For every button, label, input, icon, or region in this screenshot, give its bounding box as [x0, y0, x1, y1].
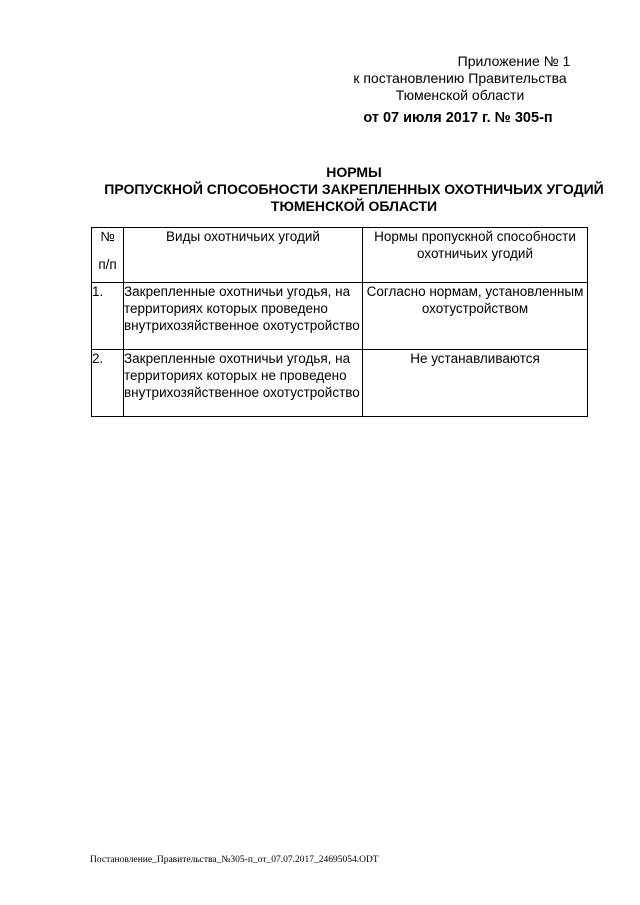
row-1-type: Закрепленные охотничьи угодья, на территориях которых проведено внутрихозяйственное охотустройство [124, 283, 363, 350]
footer-filename: Постановление_Правительства_№305-п_от_07.07.2017_24695054.ODT [90, 855, 379, 865]
header-num [92, 228, 124, 283]
table-header-row [92, 228, 588, 283]
title-line-1: НОРМЫ [326, 164, 382, 180]
norms-table [91, 227, 588, 417]
row-2-norm: Не устанавливаются [363, 350, 588, 417]
appendix-region: Тюменской области [395, 87, 525, 103]
appendix-block [328, 53, 588, 127]
table-row [92, 350, 588, 417]
document-title [78, 164, 630, 215]
appendix-resolution: к постановлению Правительства [353, 70, 567, 86]
header-num-pp: п/п [98, 257, 117, 272]
title-line-3: ТЮМЕНСКОЙ ОБЛАСТИ [270, 198, 438, 214]
table-row [92, 283, 588, 350]
header-norm: Нормы пропускной способности охотничьих угодий [363, 228, 588, 283]
row-1-num: 1. [92, 283, 124, 350]
header-type: Виды охотничьих угодий [124, 228, 363, 283]
row-2-type: Закрепленные охотничьи угодья, на территориях которых не проведено внутрихозяйственное охотустройство [124, 350, 363, 417]
row-2-num: 2. [92, 350, 124, 417]
row-1-norm: Согласно нормам, установленным охотустройством [363, 283, 588, 350]
appendix-date-line: от 07 июля 2017 г. № 305-п [363, 110, 553, 126]
title-line-2: ПРОПУСКНОЙ СПОСОБНОСТИ ЗАКРЕПЛЕННЫХ ОХОТНИЧЬИХ УГОДИЙ [104, 181, 604, 197]
appendix-number: Приложение № 1 [457, 53, 571, 69]
header-num-symbol: № [100, 229, 115, 244]
